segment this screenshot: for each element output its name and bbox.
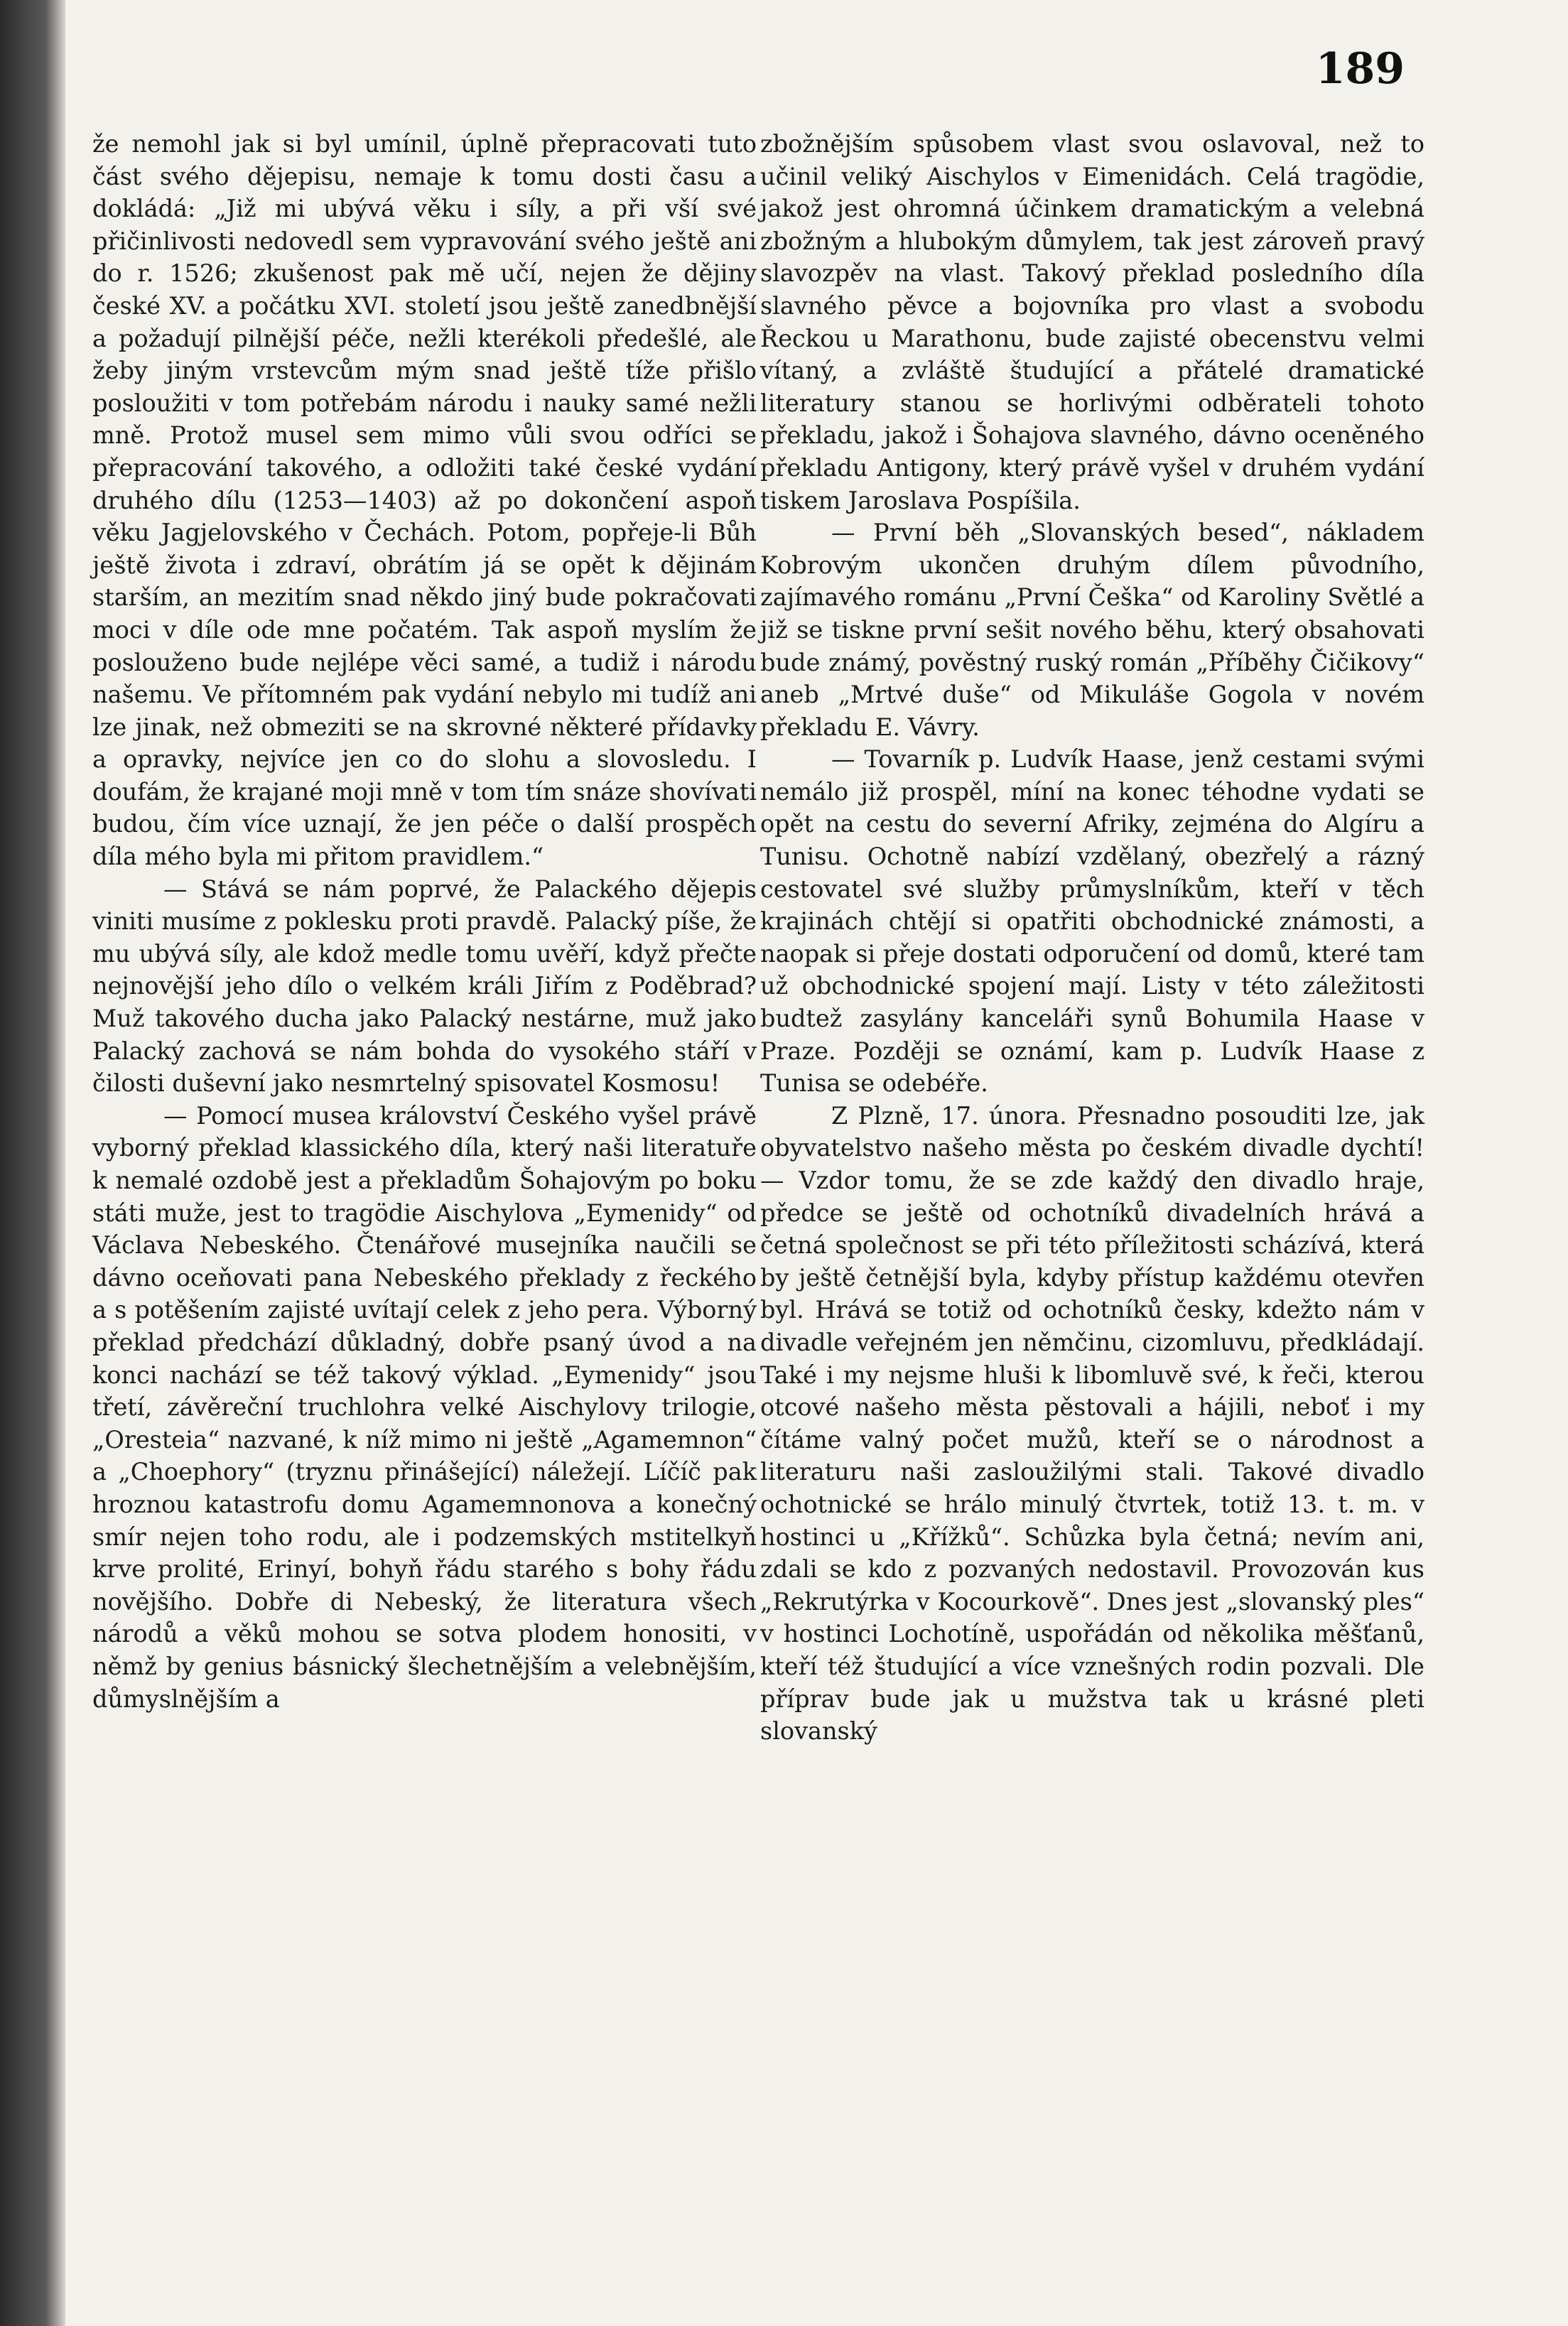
paragraph-palacky-comment: — Stává se nám poprvé, že Palackého dějepis viniti musíme z poklesku proti pravdě. Palacký píše, že mu ubývá síly, ale kdož medle tomu uvěří, když přečte nejnovější jeho dílo o velkém králi Jiřím z Poděbrad? Muž takového ducha jako Palacký nestárne, muž jako Palacký zachová se nám bohda do vysokého stáří v čilosti duševní jako nesmrtelný spisovatel Kosmosu!	[92, 875, 757, 1098]
right-text-column	[760, 128, 1424, 1748]
left-text-column	[92, 128, 757, 1715]
paragraph-eymenidy-translation: — Pomocí musea království Českého vyšel právě vyborný překlad klassického díla, který naši literatuře k nemalé ozdobě jest a překladům Šohajovým po boku státi muže, jest to tragödie Aischylova „Eymenidy“ od Václava Nebeského. Čtenářové musejníka naučili se dávno oceňovati pana Nebeského překlady z řeckého a s potěšením zajisté uvítají celek z jeho pera. Výborný překlad předchází důkladný, dobře psaný úvod a na konci nachází se též takový výklad. „Eymenidy“ jsou třetí, závěreční truchlohra velké Aischylovy trilogie, „Oresteia“ nazvané, k níž mimo ni ještě „Agamemnon“ a „Choephory“ (tryznu přinášející) náležejí. Líčíč pak hroznou katastrofu domu Agamemnonova a konečný smír nejen toho rodu, ale i podzemských mstitelkyň krve prolité, Erinyí, bohyň řádu starého s bohy řádu novějšího. Dobře di Nebeský, že literatura všech národů a věků mohou se sotva plodem honositi, v němž by genius básnický šlechetnějším a velebnějším, důmyslnějším a	[92, 1101, 757, 1713]
paragraph-haase-travels: — Tovarník p. Ludvík Haase, jenž cestami svými nemálo již prospěl, míní na konec téhodne vydati se opět na cestu do severní Afriky, zejména do Algíru a Tunisu. Ochotně nabízí vzdělaný, obezřelý a rázný cestovatel své služby průmyslníkům, kteří v těch krajinách chtějí si opatřiti obchodnické známosti, a naopak si přeje dostati odporučení od domů, které tam už obchodnické spojení mají. Listy v této záležitosti budtež zasylány kanceláři synů Bohumila Haase v Praze. Později se oznámí, kam p. Ludvík Haase z Tunisa se odebéře.	[760, 745, 1424, 1098]
paragraph-palacky-quote: že nemohl jak si byl umínil, úplně přepracovati tuto část svého dějepisu, nemaje k tomu dosti času a dokládá: „Již mi ubývá věku i síly, a při vší své přičinlivosti nedovedl sem vypravování svého ještě ani do r. 1526; zkušenost pak mě učí, nejen že dějiny české XV. a počátku XVI. století jsou ještě zanedbnější a požadují pilnější péče, nežli kterékoli předešlé, ale žeby jiným vrstevcům mým snad ještě tíže přišlo posloužiti v tom potřebám národu i nauky samé nežli mně. Protož musel sem mimo vůli svou odříci se přepracování takového, a odložiti také české vydání druhého dílu (1253—1403) až po dokončení aspoň věku Jagjelovského v Čechách. Potom, popřeje-li Bůh ještě života i zdraví, obrátím já se opět k dějinám starším, an mezitím snad někdo jiný bude pokračovati moci v díle ode mne počatém. Tak aspoň myslím že poslouženo bude nejlépe věci samé, a tudiž i národu našemu. Ve přítomném pak vydání nebylo mi tudíž ani lze jinak, než obmeziti se na skrovné některé přídavky a opravky, nejvíce jen co do slohu a slovosledu. I doufám, že krajané moji mně v tom tím snáze shovívati budou, čím více uznají, že jen péče o další prospěch díla mého byla mi přitom pravidlem.“	[92, 130, 757, 871]
paragraph-eymenidy-continued: zbožnějším spůsobem vlast svou oslavoval, než to učinil veliký Aischylos v Eimenidách. Celá tragödie, jakož jest ohromná účinkem dramatickým a velebná zbožným a hlubokým důmylem, tak jest zároveň pravý slavozpěv na vlast. Takový překlad posledního díla slavného pěvce a bojovníka pro vlast a svobodu Řeckou u Marathonu, bude zajisté obecenstvu velmi vítaný, a zvláště študující a přátelé dramatické literatury stanou se horlivými odběrateli tohoto překladu, jakož i Šohajova slavného, dávno oceněného překladu Antigony, který právě vyšel v druhém vydání tiskem Jaroslava Pospíšila.	[760, 130, 1424, 514]
page-gutter-shadow	[0, 0, 65, 2326]
page-number: 189	[1315, 44, 1405, 94]
paragraph-slovanske-besedy: — První běh „Slovanských besed“, nákladem Kobrovým ukončen druhým dílem původního, zajímavého románu „První Češka“ od Karoliny Světlé a již se tiskne první sešit nového běhu, který obsahovati bude známý, pověstný ruský román „Příběhy Čičikovy“ aneb „Mrtvé duše“ od Mikuláše Gogola v novém překladu E. Vávry.	[760, 519, 1424, 741]
paragraph-plzen-report: Z Plzně, 17. února. Přesnadno posouditi lze, jak obyvatelstvo našeho města po českém divadle dychtí! — Vzdor tomu, že se zde každý den divadlo hraje, předce se ještě od ochotníků divadelních hrává a četná společnost se při této příležitosti scházívá, která by ještě četnější byla, kdyby přístup každému otevřen byl. Hrává se totiž od ochotníků česky, kdežto nám v divadle veřejném jen němčinu, cizomluvu, předkládají. Také i my nejsme hluši k libomluvě své, k řeči, kterou otcové našeho města pěstovali a hájili, neboť i my čítáme valný počet mužů, kteří se o národnost a literaturu naši zasloužilými stali. Takové divadlo ochotnické se hrálo minulý čtvrtek, totiž 13. t. m. v hostinci u „Křížků“. Schůzka byla četná; nevím ani, zdali se kdo z pozvaných nedostavil. Provozován kus „Rekrutýrka v Kocourkově“. Dnes jest „slovanský ples“ v hostinci Lochotíně, uspořádán od několika měšťanů, kteří též študující a více vznešných rodin pozvali. Dle příprav bude jak u mužstva tak u krásné pleti slovanský	[760, 1101, 1424, 1746]
